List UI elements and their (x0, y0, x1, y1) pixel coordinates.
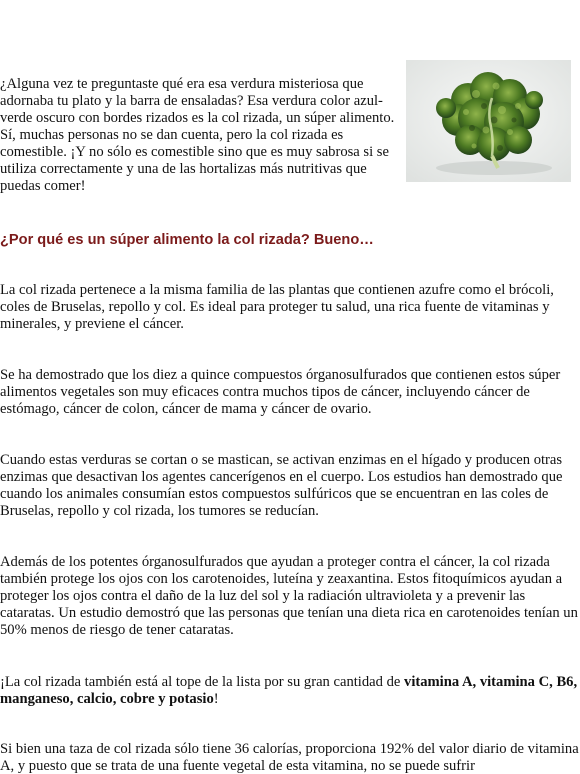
body-paragraph-5 (0, 674, 580, 708)
body-paragraph-4: Además de los potentes órganosulfurados que ayudan a proteger contra el cáncer, la col rizada también protege los ojos con los carotenoides, luteína y zeaxantina. Estos fitoquímicos ayudan a proteger los ojos contra el daño de la luz del sol y la radiación ultravioleta y a prevenir las cataratas. Un estudio demostró que las personas que tenían una dieta rica en carotenoides tenían un 50% menos de riesgo de tener cataratas. (0, 554, 578, 638)
nutrient-list: vitamina A, vitamina C, B6, manganeso, calcio, cobre y potasio (0, 674, 578, 707)
kale-leaf-photo-icon (406, 60, 571, 182)
kale-image (406, 60, 571, 182)
intro-paragraph: ¿Alguna vez te preguntaste qué era esa verdura misteriosa que adornaba tu plato y la barra de ensaladas? Esa verdura color azul-verde oscuro con bordes rizados es la col rizada, un súper alimento. Sí, muchas personas no se dan cuenta, pero la col rizada es comestible. ¡Y no sólo es comestible sino que es muy sabrosa si se utiliza correctamente y una de las hortalizas más nutritivas que puedas comer! (0, 76, 395, 194)
paragraph-5-end: ! (213, 691, 219, 707)
body-paragraph-6: Si bien una taza de col rizada sólo tiene 36 calorías, proporciona 192% del valor diario de vitamina A, y puesto que se trata de una fuente vegetal de esta vitamina, no se puede sufrir (0, 741, 579, 774)
paragraph-5-lead: ¡La col rizada también está al tope de la lista por su gran cantidad de (0, 674, 405, 690)
section-heading: ¿Por qué es un súper alimento la col rizada? Bueno… (0, 232, 374, 248)
body-paragraph-2: Se ha demostrado que los diez a quince compuestos órganosulfurados que contienen estos súper alimentos vegetales son muy eficaces contra muchos tipos de cáncer, incluyendo cáncer de estómago, cáncer de colon, cáncer de mama y cáncer de ovario. (0, 367, 561, 417)
body-paragraph-3: Cuando estas verduras se cortan o se mastican, se activan enzimas en el hígado y producen otras enzimas que desactivan los agentes cancerígenos en el cuerpo. Los estudios han demostrado que cuando los animales consumían estos compuestos sulfúricos que se encuentran en las coles de Bruselas, repollo y col rizada, los tumores se reducían. (0, 452, 563, 519)
body-paragraph-1: La col rizada pertenece a la misma familia de las plantas que contienen azufre como el brócoli, coles de Bruselas, repollo y col. Es ideal para proteger tu salud, una rica fuente de vitaminas y minerales, y previene el cáncer. (0, 282, 554, 332)
